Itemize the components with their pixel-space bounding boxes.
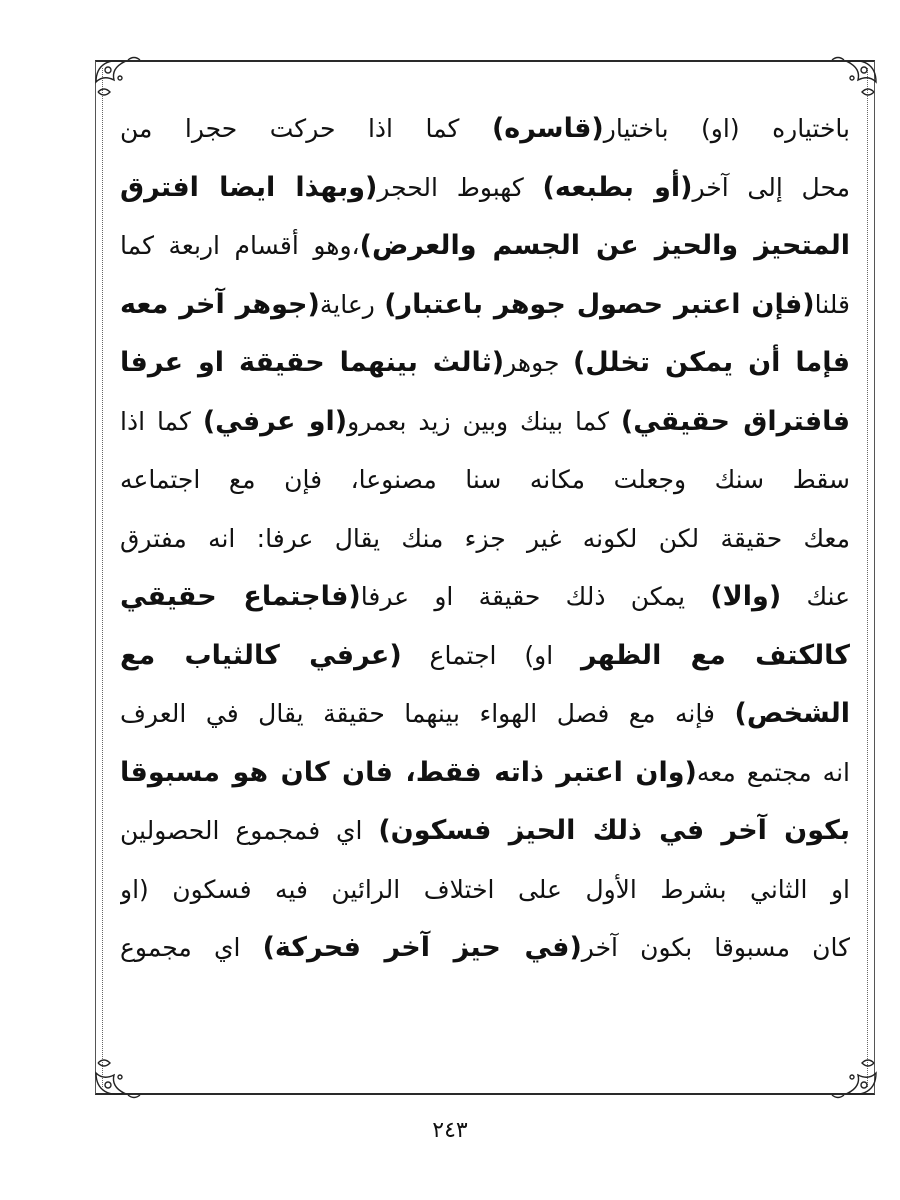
sharh-text: عنك — [781, 582, 850, 611]
matn-text: فافتراق حقيقي) — [620, 405, 850, 437]
sharh-text: محل إلى آخر — [692, 172, 850, 202]
sharh-text: اي فمجموع الحصولين — [120, 816, 379, 845]
matn-text: (وبهذا ايضا افترق — [120, 171, 378, 203]
sharh-text: يمكن ذلك حقيقة او عرفا — [360, 582, 711, 611]
sharh-text: كهبوط الحجر — [377, 172, 543, 202]
matn-text: بكون آخر في ذلك الحيز فسكون) — [378, 815, 850, 846]
text-line — [120, 568, 850, 627]
sharh-text: جوهر — [504, 348, 573, 377]
corner-ornament-icon — [88, 1043, 158, 1103]
matn-text: (فإن اعتبر حصول جوهر باعتبار) — [384, 288, 815, 320]
sharh-text: كما اذا — [120, 406, 203, 436]
sharh-text: او الثاني بشرط الأول على اختلاف الرائين فيه فسكون (او — [120, 874, 850, 904]
sharh-text: سقط سنك وجعلت مكانه سنا مصنوعا، فإن مع اجتماعه — [120, 465, 850, 494]
sharh-text: انه مجتمع معه — [696, 757, 850, 787]
text-line — [120, 217, 850, 276]
text-line — [120, 451, 850, 510]
matn-text: (قاسره) — [491, 113, 604, 144]
text-line — [120, 100, 850, 159]
sharh-text: كان مسبوقا بكون آخر — [581, 933, 850, 962]
matn-text: المتحيز والحيز عن الجسم والعرض) — [359, 230, 850, 261]
matn-text: (او عرفي) — [202, 405, 348, 437]
matn-text: (وان اعتبر ذاته فقط، فان كان هو مسبوقا — [120, 756, 697, 788]
sharh-text: او) اجتماع — [401, 640, 582, 670]
text-line — [120, 744, 850, 803]
matn-text: (ثالث بينهما حقيقة او عرفا — [120, 347, 505, 378]
text-line — [120, 393, 850, 452]
matn-text: فإما أن يمكن تخلل) — [572, 347, 850, 378]
matn-text: (فاجتماع حقيقي — [120, 581, 361, 612]
sharh-text: ،وهو أقسام اربعة كما — [120, 231, 360, 260]
sharh-text: فإنه مع فصل الهواء بينهما حقيقة يقال في العرف — [120, 699, 735, 728]
page-number: ٢٤٣ — [432, 1118, 468, 1143]
matn-text: (في حيز آخر فحركة) — [262, 932, 582, 963]
matn-text: (والا) — [710, 581, 782, 612]
sharh-text: قلنا — [814, 289, 850, 319]
text-line — [120, 510, 850, 569]
text-line — [120, 159, 850, 218]
sharh-text: كما اذا حركت حجرا من — [120, 114, 492, 143]
matn-text: (عرفي كالثياب مع — [120, 639, 402, 671]
body-text — [120, 100, 850, 978]
text-line — [120, 919, 850, 978]
text-line — [120, 627, 850, 686]
sharh-text: اي مجموع — [120, 933, 263, 962]
text-line — [120, 861, 850, 920]
text-line — [120, 334, 850, 393]
text-line — [120, 802, 850, 861]
sharh-text: باختياره (او) باختيار — [603, 114, 850, 143]
sharh-text: معك حقيقة لكن لكونه غير جزء منك يقال عرفا: انه مفترق — [120, 523, 850, 553]
text-line — [120, 685, 850, 744]
matn-text: الشخص) — [734, 698, 850, 729]
corner-ornament-icon — [814, 1043, 884, 1103]
sharh-text: كما بينك وبين زيد بعمرو — [347, 406, 621, 436]
matn-text: كالكتف مع الظهر — [581, 639, 850, 671]
sharh-text: رعاية — [319, 289, 385, 319]
matn-text: (أو بطبعه) — [542, 171, 693, 203]
text-line — [120, 276, 850, 335]
matn-text: (جوهر آخر معه — [120, 288, 320, 320]
